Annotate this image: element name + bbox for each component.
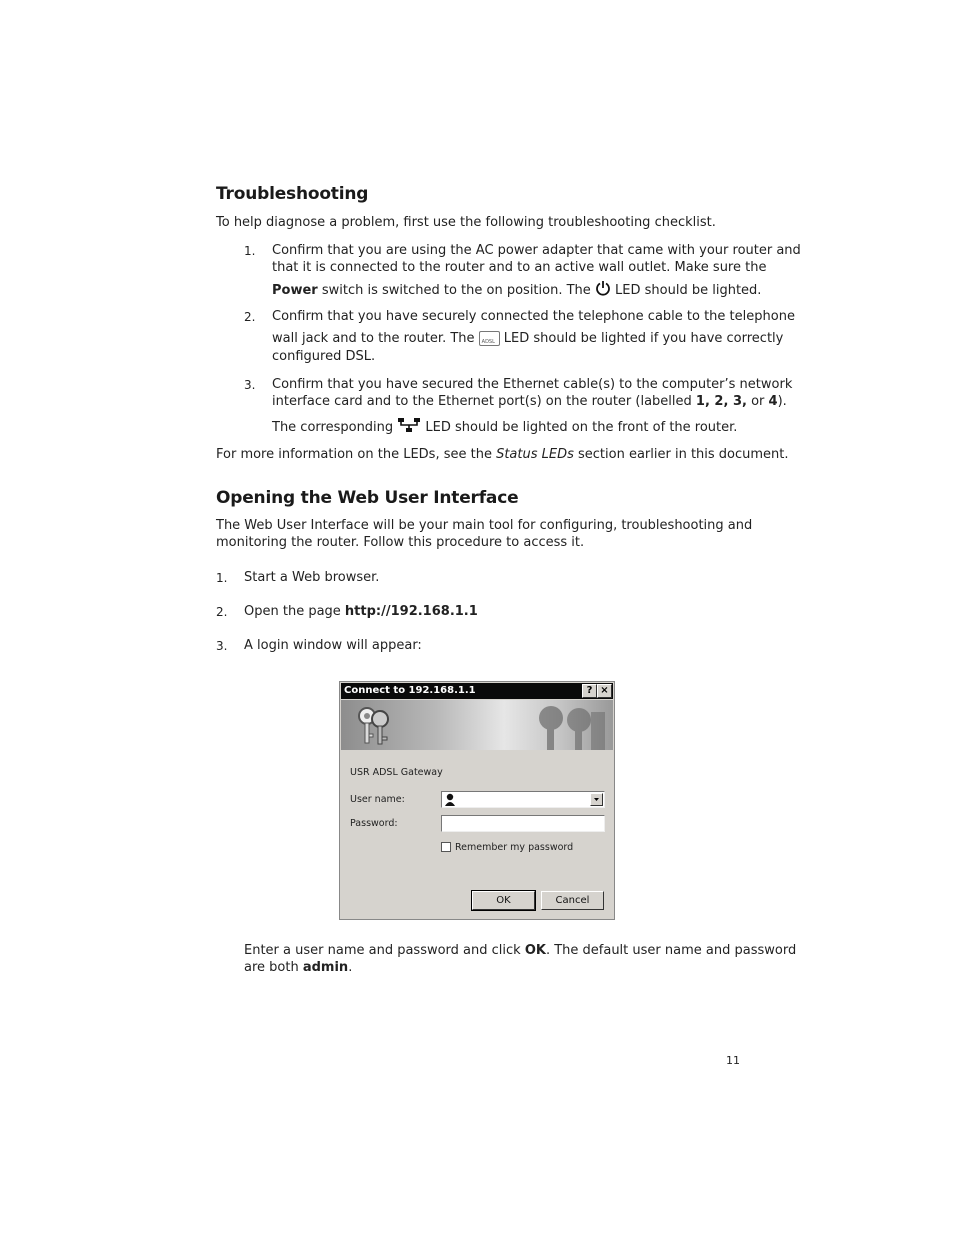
keys-watermark-icon: [529, 702, 609, 754]
login-instructions: are both admin.: [244, 960, 353, 975]
cancel-button[interactable]: Cancel: [541, 891, 604, 910]
help-button[interactable]: ?: [582, 684, 597, 698]
section-heading-web-ui: Opening the Web User Interface: [216, 488, 519, 508]
user-icon: [444, 793, 456, 810]
web-ui-intro: monitoring the router. Follow this procedure to access it.: [216, 535, 585, 550]
list-item-text: wall jack and to the router. The ADSL LED should be lighted if you have correctly: [272, 331, 784, 346]
remember-label: Remember my password: [455, 842, 574, 853]
step-text: Open the page http://192.168.1.1: [244, 604, 478, 619]
list-item-text: Confirm that you have secured the Ethernet cable(s) to the computer’s network: [272, 377, 793, 392]
step-number: 2.: [216, 605, 228, 619]
password-label: Password:: [350, 818, 398, 829]
password-field[interactable]: [441, 815, 605, 832]
list-item-text: Power switch is switched to the on position. The LED should be lighted.: [272, 280, 761, 301]
ethernet-icon: [397, 417, 421, 438]
page-number: 11: [726, 1054, 740, 1067]
power-icon: [595, 280, 611, 301]
dialog-banner: [341, 700, 613, 750]
step-text: Start a Web browser.: [244, 570, 380, 585]
ok-button[interactable]: OK: [472, 891, 535, 910]
troubleshooting-intro: To help diagnose a problem, first use the following troubleshooting checklist.: [216, 215, 716, 230]
remember-checkbox[interactable]: [441, 842, 451, 852]
list-item-text: configured DSL.: [272, 349, 376, 364]
router-url: http://192.168.1.1: [344, 604, 478, 619]
login-instructions: Enter a user name and password and click OK. The default user name and password: [244, 943, 797, 958]
list-item-text: Confirm that you have securely connected the telephone cable to the telephone: [272, 309, 795, 324]
adsl-icon: ADSL: [479, 331, 500, 346]
web-ui-intro: The Web User Interface will be your main tool for configuring, troubleshooting and: [216, 518, 753, 533]
list-number: 3.: [244, 378, 256, 392]
step-number: 1.: [216, 571, 228, 585]
list-item-text: that it is connected to the router and to an active wall outlet. Make sure the: [272, 260, 767, 275]
username-label: User name:: [350, 794, 405, 805]
list-item-text: The corresponding LED should be lighted on the front of the router.: [272, 417, 737, 438]
list-item-text: Confirm that you are using the AC power adapter that came with your router and: [272, 243, 801, 258]
keys-icon: [355, 704, 395, 750]
section-heading-troubleshooting: Troubleshooting: [216, 184, 369, 204]
leds-reference-note: For more information on the LEDs, see the Status LEDs section earlier in this document.: [216, 447, 789, 462]
login-dialog: [339, 681, 615, 920]
list-item-text: interface card and to the Ethernet port(s) on the router (labelled 1, 2, 3, or 4).: [272, 394, 787, 409]
list-number: 1.: [244, 244, 256, 258]
step-text: A login window will appear:: [244, 638, 422, 653]
list-number: 2.: [244, 310, 256, 324]
power-switch-label: Power: [272, 283, 318, 298]
realm-label: USR ADSL Gateway: [350, 767, 443, 778]
username-combobox[interactable]: [441, 791, 605, 808]
dropdown-arrow-icon[interactable]: [590, 793, 603, 806]
step-number: 3.: [216, 639, 228, 653]
dialog-title: Connect to 192.168.1.1: [341, 683, 613, 699]
close-button[interactable]: ×: [597, 684, 612, 698]
